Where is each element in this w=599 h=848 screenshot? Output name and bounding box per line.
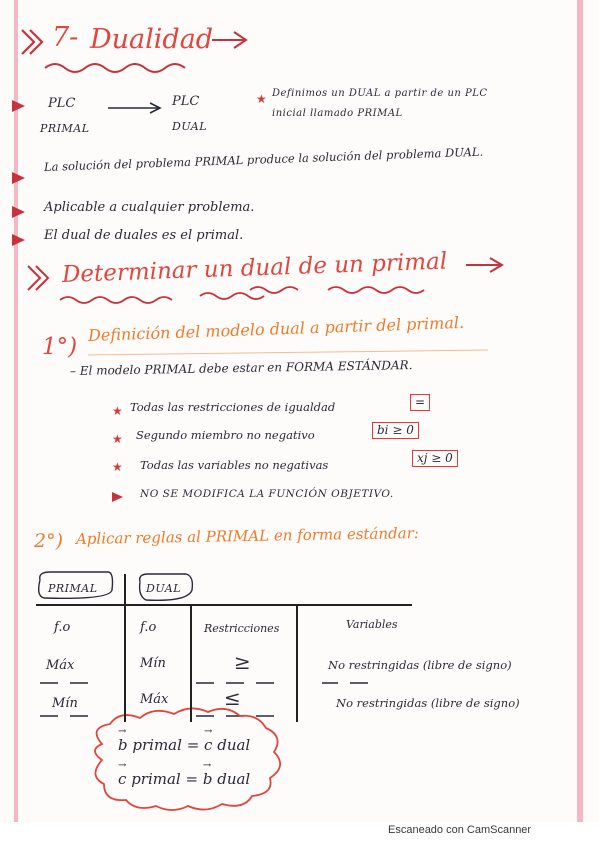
requirement-text: Todas las variables no negativas [140, 458, 329, 472]
summary-text: primal = [132, 736, 205, 754]
table-divider-3 [296, 606, 298, 722]
step1-intro: – El modelo PRIMAL debe estar en FORMA ESTÁNDAR. [69, 358, 413, 378]
triangle-bullet-icon [12, 206, 25, 218]
step2-number: 2°) [34, 530, 64, 552]
table-cell: No restringidas (libre de signo) [328, 658, 512, 672]
vector-b: → b [202, 760, 213, 788]
plc-dual-top: PLC [172, 94, 200, 109]
requirement-box: = [410, 394, 430, 411]
vector-b: → b [118, 726, 128, 754]
table-cell: Máx [140, 692, 169, 707]
vector-c: → c [204, 726, 213, 754]
table-sub-fo-primal: f.o [54, 620, 71, 635]
triangle-bullet-icon [12, 172, 25, 184]
dual-note-line1: Definimos un DUAL a partir de un PLC [272, 88, 488, 99]
step2-title: Aplicar reglas al PRIMAL en forma estándar: [75, 524, 419, 548]
bullet-text: El dual de duales es el primal. [44, 228, 244, 243]
table-sub-fo-dual: f.o [140, 620, 157, 635]
table-header-primal: PRIMAL [48, 582, 98, 595]
table-header-dual: DUAL [146, 582, 181, 595]
table-sub-restricciones: Restricciones [204, 622, 280, 635]
dual-note-line2: inicial llamado PRIMAL [272, 108, 403, 119]
star-icon: ★ [112, 432, 123, 446]
summary-text: dual [217, 770, 251, 788]
table-cell: ≥ [234, 650, 251, 674]
requirement-box: xj ≥ 0 [412, 450, 458, 467]
table-header-line [36, 604, 412, 606]
step1-number: 1°) [42, 334, 78, 360]
summary-line1 [118, 726, 251, 754]
summary-line2 [118, 760, 251, 788]
star-icon: ★ [256, 92, 267, 106]
table-cell: No restringidas (libre de signo) [336, 696, 520, 710]
scanner-watermark: Escaneado con CamScanner [388, 824, 532, 836]
table-divider-1 [124, 574, 126, 722]
requirement-box: bi ≥ 0 [372, 422, 419, 439]
section-title: Dualidad [90, 24, 214, 55]
table-cell: ≤ [224, 686, 241, 710]
star-icon: ★ [112, 404, 123, 418]
requirement-text: Todas las restricciones de igualdad [130, 400, 336, 414]
star-icon: ★ [112, 460, 123, 474]
requirement-text: Segundo miembro no negativo [136, 428, 315, 442]
section-number: 7- [52, 22, 79, 53]
step1-title: Definición del modelo dual a partir del primal. [87, 312, 465, 345]
plc-primal-top: PLC [48, 96, 76, 111]
table-cell: Máx [46, 658, 75, 673]
plc-primal-bottom: PRIMAL [40, 122, 90, 135]
table-divider-2 [190, 606, 192, 722]
summary-text: dual [217, 736, 251, 754]
plc-dual-bottom: DUAL [172, 120, 207, 133]
table-cell: Mín [52, 696, 78, 711]
bullet-text: Aplicable a cualquier problema. [44, 200, 255, 215]
table-cell: Mín [140, 656, 166, 671]
triangle-bullet-icon [12, 234, 25, 246]
section-title-determinar: Determinar un dual de un primal [61, 248, 448, 288]
requirement-final: NO SE MODIFICA LA FUNCIÓN OBJETIVO. [140, 488, 394, 500]
summary-text: primal = [131, 770, 203, 788]
triangle-bullet-icon [12, 100, 25, 112]
triangle-bullet-icon [112, 492, 123, 502]
table-sub-variables: Variables [346, 618, 398, 631]
vector-c: → c [118, 760, 127, 788]
bullet-text: La solución del problema PRIMAL produce la solución del problema DUAL. [43, 144, 484, 174]
